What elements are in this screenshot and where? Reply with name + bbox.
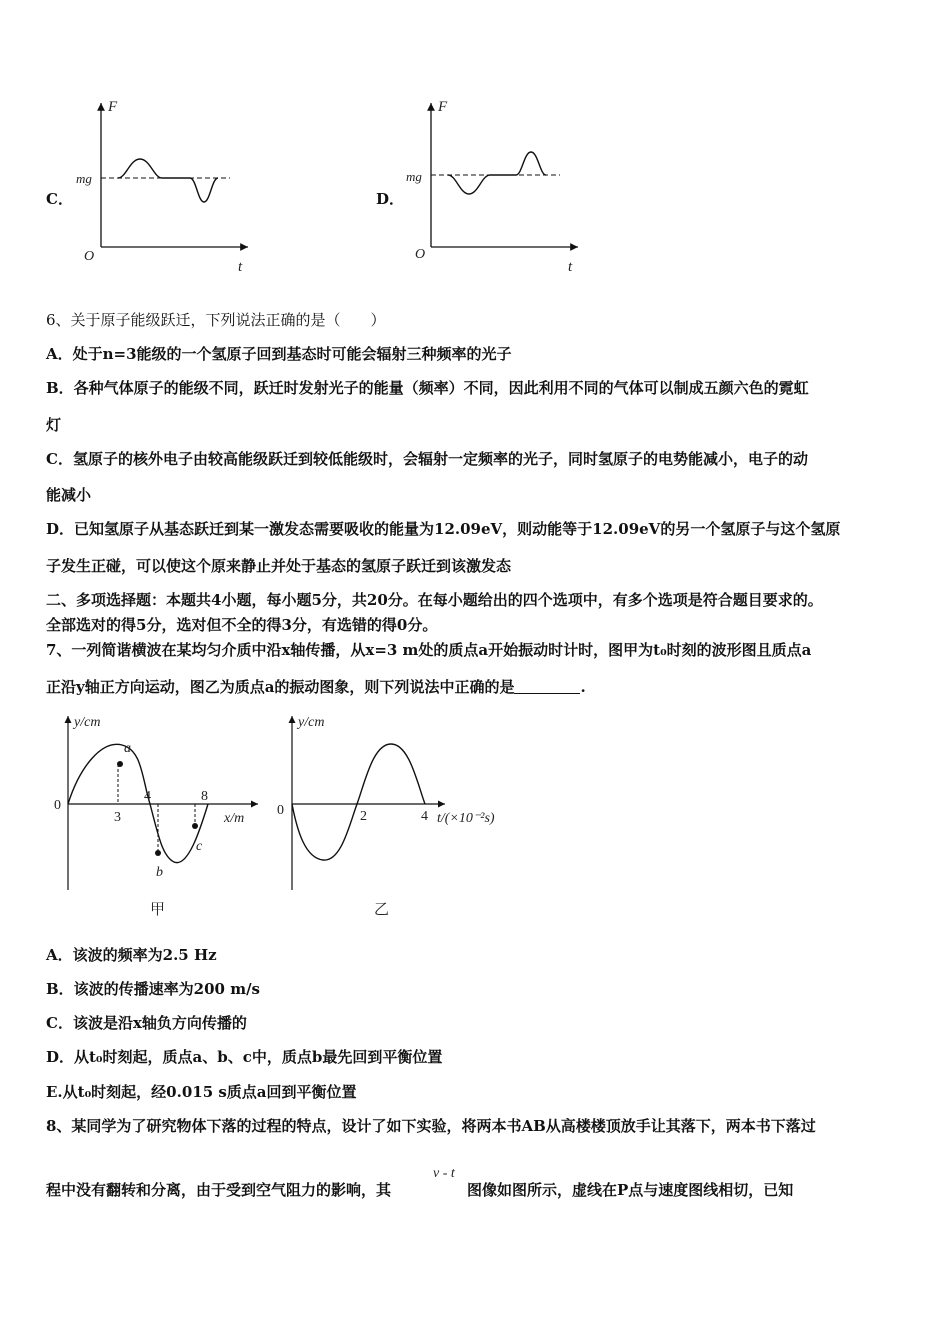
jia-point-b	[155, 850, 161, 856]
graph-c	[70, 95, 270, 280]
q6-option-d-line1: D．已知氢原子从基态跃迁到某一激发态需要吸收的能量为12.09eV，则动能等于12.09eV的另一个氢原子与这个氢原	[46, 520, 841, 538]
q6-option-a: A．处于n=3能级的一个氢原子回到基态时可能会辐射三种频率的光子	[46, 345, 512, 363]
graph-d-t-label: t	[568, 259, 573, 275]
graph-c-t-label: t	[238, 259, 243, 275]
q6-option-c-line2: 能减小	[46, 486, 92, 504]
graph-d-f-label: F	[438, 99, 448, 115]
jia-x-label: x/m	[224, 811, 245, 826]
yi-origin: 0	[277, 803, 284, 818]
jia-tick-3: 3	[114, 810, 121, 825]
q6-option-b-line1: B．各种气体原子的能级不同，跃迁时发射光子的能量（频率）不同，因此利用不同的气体可以制成五颜六色的霓虹	[46, 379, 809, 397]
jia-label-a: a	[124, 741, 131, 756]
wave-figure-jia	[40, 708, 270, 923]
q7-stem-line1: 7、一列简谐横波在某均匀介质中沿x轴传播，从x=3 m处的质点a开始振动时计时，图甲为t₀时刻的波形图且质点a	[46, 641, 812, 659]
jia-origin: 0	[54, 798, 61, 813]
yi-tick-2: 2	[360, 809, 367, 824]
jia-point-a	[117, 761, 123, 767]
jia-label-c: c	[196, 839, 203, 854]
q6-stem: 6、关于原子能级跃迁，下列说法正确的是（ ）	[46, 311, 386, 329]
graph-c-curve	[118, 159, 218, 202]
graph-c-origin-label: O	[84, 249, 95, 264]
q8-line2-start: 程中没有翻转和分离，由于受到空气阻力的影响，其	[46, 1181, 392, 1199]
q7-option-b: B．该波的传播速率为200 m/s	[46, 980, 261, 998]
q7-option-d: D．从t₀时刻起，质点a、b、c中，质点b最先回到平衡位置	[46, 1048, 443, 1066]
graph-d	[400, 95, 600, 280]
q7-option-e: E.从t₀时刻起，经0.015 s质点a回到平衡位置	[46, 1083, 357, 1101]
jia-tick-4: 4	[144, 789, 151, 804]
q8-vt-label: v - t	[433, 1166, 455, 1181]
option-d-label: D．	[376, 190, 405, 208]
yi-caption: 乙	[374, 902, 390, 918]
graph-d-origin-label: O	[415, 247, 426, 262]
q6-option-c-line1: C．氢原子的核外电子由较高能级跃迁到较低能级时，会辐射一定频率的光子，同时氢原子的电势能减小，电子的动	[46, 450, 808, 468]
q7-option-a: A．该波的频率为2.5 Hz	[46, 946, 217, 964]
section2-header-line2: 全部选对的得5分，选对但不全的得3分，有选错的得0分。	[46, 616, 438, 634]
jia-point-c	[192, 823, 198, 829]
yi-x-label: t/(×10⁻²s)	[437, 811, 495, 826]
yi-y-label: y/cm	[298, 715, 325, 730]
wave-figure-yi	[265, 708, 530, 923]
jia-caption: 甲	[150, 902, 166, 918]
graph-d-curve	[448, 152, 546, 194]
jia-label-b: b	[156, 865, 163, 880]
graph-d-mg-label: mg	[406, 169, 422, 184]
graph-c-mg-label: mg	[76, 171, 92, 186]
jia-y-label: y/cm	[74, 715, 101, 730]
q6-option-b-line2: 灯	[46, 416, 62, 434]
q8-line2-end: 图像如图所示，虚线在P点与速度图线相切，已知	[467, 1181, 794, 1199]
answer-blank	[514, 679, 580, 694]
jia-tick-8: 8	[201, 789, 208, 804]
graph-c-f-label: F	[108, 99, 118, 115]
q7-stem-text: 正沿y轴正方向运动，图乙为质点a的振动图象，则下列说法中正确的是	[46, 678, 515, 696]
q7-stem-end: .	[580, 678, 586, 696]
yi-vibration-curve	[292, 744, 425, 860]
q6-option-d-line2: 子发生正碰，可以使这个原来静止并处于基态的氢原子跃迁到该激发态	[46, 557, 512, 575]
q7-option-c: C．该波是沿x轴负方向传播的	[46, 1014, 247, 1032]
option-c-label: C．	[46, 190, 73, 208]
yi-tick-4: 4	[421, 809, 428, 824]
section2-header-line1: 二、多项选择题：本题共4小题，每小题5分，共20分。在每小题给出的四个选项中，有多个选项是符合题目要求的。	[46, 591, 823, 609]
q7-stem-line2	[46, 678, 586, 696]
q8-line1: 8、某同学为了研究物体下落的过程的特点，设计了如下实验，将两本书AB从高楼楼顶放手让其落下，两本书下落过	[46, 1117, 816, 1135]
